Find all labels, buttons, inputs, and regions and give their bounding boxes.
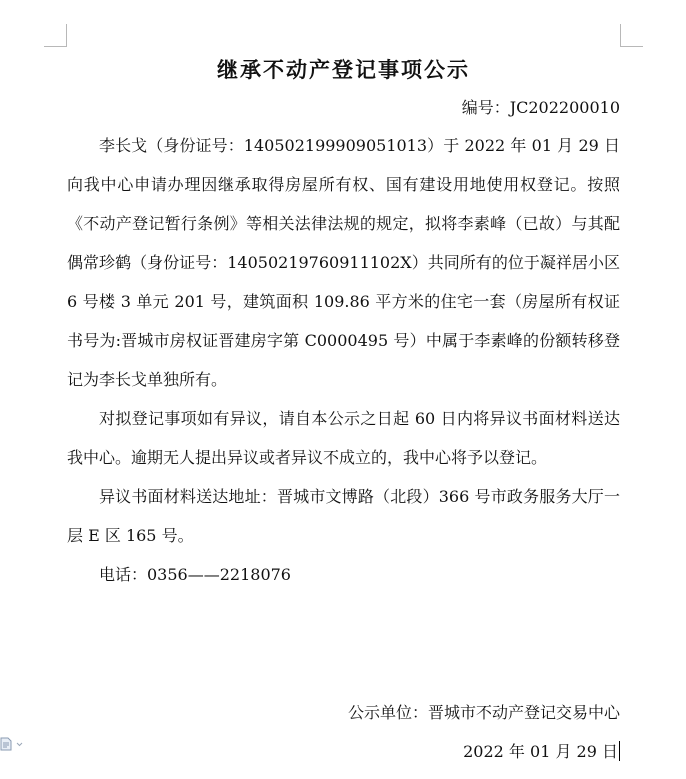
text-cursor xyxy=(619,741,620,761)
body-paragraph-phone: 电话：0356——2218076 xyxy=(99,565,291,584)
margin-marker-top-left xyxy=(44,24,67,47)
body-paragraph-address: 异议书面材料送达地址：晋城市文博路（北段）366 号市政务服务大厅一层 E 区 165 号。 xyxy=(67,487,620,545)
date-line[interactable] xyxy=(463,740,620,764)
body-paragraph-inheritance: 李长戈（身份证号：140502199909051013）于 2022 年 01 月 29 日向我中心申请办理因继承取得房屋所有权、国有建设用地使用权登记。按照《不动产登记暂行条例》等相关法律法规的规定，拟将李素峰（已故）与其配偶常珍鹤（身份证号：14050219760911102X）共同所有的位于凝祥居小区 6 号楼 3 单元 201 号，建筑面积 109.86 平方米的住宅一套（房屋所有权证书号为:晋城市房权证晋建房字第 C0000495 号）中属于李素峰的份额转移登记为李长戈单独所有。 xyxy=(67,136,620,389)
margin-marker-top-right xyxy=(620,24,643,47)
publisher-line: 公示单位：晋城市不动产登记交易中心 xyxy=(347,703,620,722)
body-paragraph-objection: 对拟登记事项如有异议，请自本公示之日起 60 日内将异议书面材料送达我中心。逾期无人提出异议或者异议不成立的，我中心将予以登记。 xyxy=(67,409,620,467)
document-number: 编号：JC202200010 xyxy=(461,98,620,117)
paste-options-button[interactable] xyxy=(0,736,26,752)
date-text: 2022 年 01 月 29 日 xyxy=(463,742,618,761)
document-title: 继承不动产登记事项公示 xyxy=(217,57,470,82)
document-icon xyxy=(0,736,16,750)
chevron-down-icon xyxy=(16,736,23,750)
document-page xyxy=(67,54,620,594)
